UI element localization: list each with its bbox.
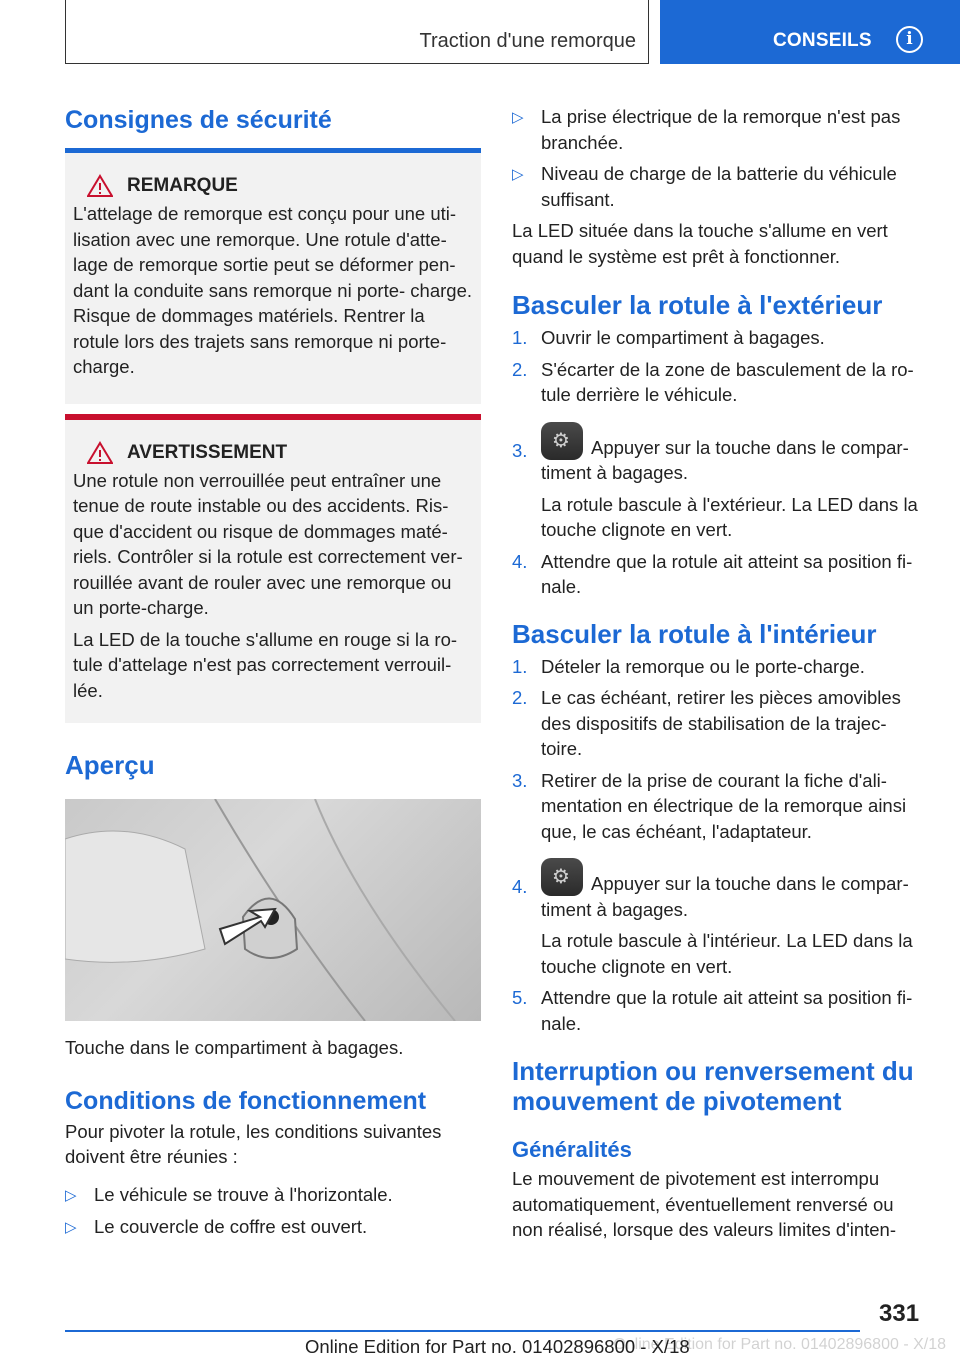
overview-title: Aperçu — [65, 750, 155, 780]
footer-rule — [65, 1330, 860, 1332]
list-item: ▷ La prise électrique de la remorque n'est pas branchée. — [512, 104, 928, 155]
step-item: 2. Le cas échéant, retirer les pièces amovibles des dispositifs de stabilisation de la trajec- toire. — [512, 687, 901, 759]
rotate-in-title: Basculer la rotule à l'intérieur — [512, 618, 877, 649]
step-subitem: La rotule bascule à l'extérieur. La LED dans la touche clignote en vert. — [541, 493, 918, 540]
header-section-tab[interactable] — [660, 0, 960, 64]
remark-box — [65, 153, 481, 404]
left-column — [65, 104, 481, 1241]
step-item: 3. ⚙ Appuyer sur la touche dans le compar- timent à bagages. — [512, 422, 928, 486]
interrupt-title: Interruption ou renversement du mouvement de pivotement — [512, 1056, 914, 1116]
chapter-title: Traction d'une remorque — [419, 30, 636, 52]
triangle-bullet-icon: ▷ — [65, 1219, 77, 1236]
warning-label: AVERTISSEMENT — [127, 441, 288, 463]
general-title: Généralités — [512, 1137, 632, 1162]
rotate-out-title: Basculer la rotule à l'extérieur — [512, 290, 883, 320]
step-item: 2. S'écarter de la zone de basculement de la ro- tule derrière le véhicule. — [512, 358, 914, 405]
remark-label: REMARQUE — [127, 175, 238, 196]
header-chapter-box — [65, 0, 649, 64]
step-item: 1. Dételer la remorque ou le porte-charge. — [512, 655, 865, 677]
watermark: Online Edition for Part no. 01402896800 - X/18 — [613, 1336, 946, 1353]
warning-heading — [73, 440, 473, 466]
conditions-intro: Pour pivoter la rotule, les conditions suivantes doivent être réunies : — [65, 1120, 442, 1167]
tow-hitch-button-icon — [541, 422, 583, 460]
step-item: 5. Attendre que la rotule ait atteint sa position fi- nale. — [512, 987, 913, 1034]
footer-edition: Online Edition for Part no. 01402896800 - X/18 — [305, 1336, 690, 1357]
general-text: Le mouvement de pivotement est interrompu automatiquement, éventuellement renversé ou non réalisé, lorsque des valeurs limites d'inten- — [512, 1168, 897, 1240]
remark-text: L'attelage de remorque est conçu pour une uti- lisation avec une remorque. Une rotule d'atte- lage de remorque sortie peut se déformer pen- dant la conduite sans remorque ni porte- charge. Risque de dommages matériels. Rentrer la rotule lors des trajets sans remorque ni porte-charge. — [73, 203, 473, 377]
warning-box — [65, 420, 481, 724]
warning-text-1: Une rotule non verrouillée peut entraîner une tenue de route instable ou des accidents. Ris- que d'accident ou risque de dommages maté- riels. Contrôler si la rotule est correctement ver- rouillée avant de rouler avec une remorque ou un porte-charge. — [73, 469, 463, 618]
triangle-bullet-icon: ▷ — [512, 109, 524, 126]
step-item: 3. Retirer de la prise de courant la fiche d'ali- mentation en électrique de la remorque ainsi que, le cas échéant, l'adaptateur. — [512, 769, 907, 842]
warning-triangle-icon — [87, 174, 113, 198]
trunk-photo-illustration — [65, 799, 481, 1021]
remark-heading — [73, 173, 473, 199]
safety-title: Consignes de sécurité — [65, 106, 332, 134]
tow-hitch-button-icon — [541, 858, 583, 896]
section-label: CONSEILS — [773, 30, 872, 51]
list-item: ▷ Niveau de charge de la batterie du véhicule suffisant. — [512, 161, 928, 212]
led-note: La LED située dans la touche s'allume en vert quand le système est prêt à fonctionner. — [512, 220, 888, 267]
warning-triangle-icon — [87, 441, 113, 465]
info-icon[interactable]: i — [896, 26, 923, 53]
trunk-button-photo — [65, 799, 481, 1021]
step-item: 1. Ouvrir le compartiment à bagages. — [512, 327, 825, 348]
list-item: ▷ Le véhicule se trouve à l'horizontale. — [65, 1182, 481, 1209]
step-item: 4. ⚙ Appuyer sur la touche dans le compar- timent à bagages. — [512, 858, 928, 922]
page-number: 331 — [879, 1300, 920, 1327]
warning-text-2: La LED de la touche s'allume en rouge si la ro- tule d'attelage n'est pas correctement verrouil- lée. — [73, 628, 458, 701]
conditions-title: Conditions de fonctionnement — [65, 1086, 427, 1115]
list-item: ▷ Le couvercle de coffre est ouvert. — [65, 1214, 481, 1241]
triangle-bullet-icon: ▷ — [512, 166, 524, 183]
triangle-bullet-icon: ▷ — [65, 1186, 77, 1204]
step-item: 4. Attendre que la rotule ait atteint sa position fi- nale. — [512, 550, 913, 597]
right-column — [512, 104, 928, 1243]
photo-caption: Touche dans le compartiment à bagages. — [65, 1037, 404, 1058]
step-subitem: La rotule bascule à l'intérieur. La LED dans la touche clignote en vert. — [541, 930, 913, 977]
